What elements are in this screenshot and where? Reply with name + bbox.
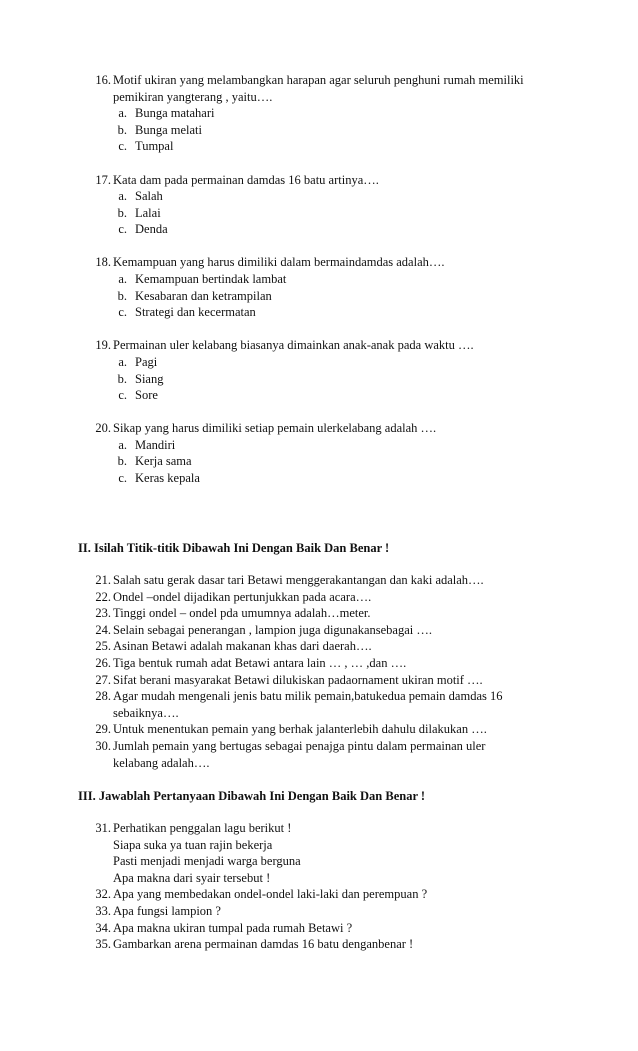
option-text: Strategi dan kecermatan (135, 305, 256, 320)
item-number: 21. (95, 573, 111, 587)
item-text: Agar mudah mengenali jenis batu milik pemain,batukedua pemain damdas 16 (113, 689, 503, 704)
item-text: Tiga bentuk rumah adat Betawi antara lain … , … ,dan …. (113, 656, 407, 670)
option-letter: c. (118, 471, 127, 485)
item-text: Asinan Betawi adalah makanan khas dari daerah…. (113, 639, 372, 654)
option-letter: b. (117, 122, 127, 137)
question-text: Motif ukiran yang melambangkan harapan agar seluruh penghuni rumah memiliki (113, 73, 524, 87)
option-letter: b. (117, 288, 127, 303)
item-text: Perhatikan penggalan lagu berikut ! (113, 821, 292, 835)
item-text: Salah satu gerak dasar tari Betawi menggerakantangan dan kaki adalah…. (113, 573, 484, 587)
option-letter: a. (118, 106, 127, 121)
option-text: Bunga matahari (135, 106, 215, 121)
item-number: 35. (95, 937, 111, 952)
item-text: Untuk menentukan pemain yang berhak jalanterlebih dahulu dilakukan …. (113, 722, 487, 737)
item-number: 22. (95, 589, 111, 604)
item-text: Apa makna dari syair tersebut ! (113, 870, 271, 885)
item-text: Selain sebagai penerangan , lampion juga digunakansebagai …. (113, 622, 432, 637)
question-number: 17. (95, 172, 111, 187)
option-text: Salah (135, 189, 163, 204)
item-number: 24. (95, 622, 111, 637)
question-text: Sikap yang harus dimiliki setiap pemain ulerkelabang adalah …. (113, 421, 437, 436)
option-letter: b. (117, 371, 127, 386)
option-text: Bunga melati (135, 122, 202, 137)
question-text: Kemampuan yang harus dimiliki dalam bermaindamdas adalah…. (113, 255, 445, 270)
option-letter: b. (117, 454, 127, 469)
section-title: II. Isilah Titik-titik Dibawah Ini Dengan Baik Dan Benar ! (78, 541, 390, 555)
question-text: Kata dam pada permainan damdas 16 batu artinya…. (113, 172, 379, 187)
item-text: kelabang adalah…. (113, 755, 210, 770)
question-number: 19. (95, 338, 111, 353)
option-text: Keras kepala (135, 471, 200, 485)
option-text: Lalai (135, 205, 161, 220)
item-text: Siapa suka ya tuan rajin bekerja (113, 837, 273, 852)
option-letter: a. (118, 354, 127, 369)
item-number: 23. (95, 606, 111, 621)
option-text: Siang (135, 371, 164, 386)
question-number: 20. (95, 421, 111, 436)
item-text: Apa fungsi lampion ? (113, 904, 221, 918)
option-letter: c. (118, 222, 127, 237)
question-text: Permainan uler kelabang biasanya dimainkan anak-anak pada waktu …. (113, 338, 474, 353)
item-text: Tinggi ondel – ondel pda umumnya adalah…meter. (113, 606, 371, 621)
option-text: Kesabaran dan ketrampilan (135, 288, 272, 303)
item-number: 34. (95, 920, 111, 935)
item-number: 33. (95, 904, 111, 918)
item-text: Apa makna ukiran tumpal pada rumah Betawi ? (113, 920, 353, 935)
item-number: 28. (95, 689, 111, 704)
option-text: Kemampuan bertindak lambat (135, 272, 287, 286)
item-number: 30. (95, 739, 111, 753)
question-text: pemikiran yangterang , yaitu…. (113, 89, 273, 104)
option-letter: c. (118, 139, 127, 154)
question-number: 18. (95, 255, 111, 270)
item-number: 31. (95, 821, 111, 835)
option-letter: a. (118, 189, 127, 204)
item-text: Gambarkan arena permainan damdas 16 batu denganbenar ! (113, 937, 414, 952)
item-number: 26. (95, 656, 111, 670)
option-letter: c. (118, 388, 127, 403)
item-text: Pasti menjadi menjadi warga berguna (113, 854, 301, 869)
option-letter: b. (117, 205, 127, 220)
item-number: 27. (95, 672, 111, 687)
item-number: 25. (95, 639, 111, 654)
option-text: Tumpal (135, 139, 174, 154)
option-text: Kerja sama (135, 454, 192, 469)
option-letter: c. (118, 305, 127, 320)
option-text: Denda (135, 222, 168, 237)
question-number: 16. (95, 73, 111, 87)
item-text: Jumlah pemain yang bertugas sebagai penajga pintu dalam permainan uler (113, 739, 486, 753)
option-text: Sore (135, 388, 158, 403)
item-text: sebaiknya…. (113, 705, 179, 720)
item-number: 32. (95, 887, 111, 902)
option-letter: a. (118, 272, 127, 286)
option-letter: a. (118, 437, 127, 452)
item-text: Ondel –ondel dijadikan pertunjukkan pada acara…. (113, 589, 372, 604)
item-text: Sifat berani masyarakat Betawi dilukiskan padaornament ukiran motif …. (113, 672, 483, 687)
section-title: III. Jawablah Pertanyaan Dibawah Ini Dengan Baik Dan Benar ! (78, 789, 426, 803)
option-text: Pagi (135, 354, 158, 369)
item-text: Apa yang membedakan ondel-ondel laki-laki dan perempuan ? (113, 887, 428, 902)
option-text: Mandiri (135, 437, 176, 452)
item-number: 29. (95, 722, 111, 737)
